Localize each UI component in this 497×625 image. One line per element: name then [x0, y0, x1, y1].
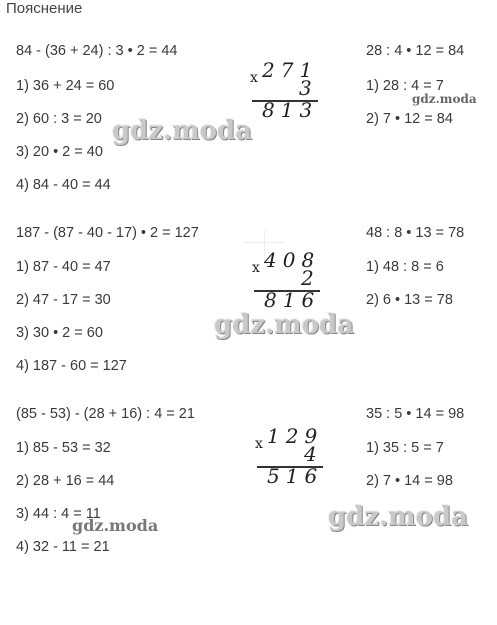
watermark: gdz.moda	[214, 310, 355, 340]
multiply-sign: x	[252, 260, 260, 276]
multiplicand: 129	[267, 424, 324, 448]
multiply-sign: x	[255, 436, 263, 452]
watermark: gdz.moda	[328, 502, 469, 532]
watermark: gdz.moda	[72, 516, 159, 535]
main-expression: (85 - 53) - (28 + 16) : 4 = 21	[16, 406, 195, 422]
multiplicand: 408	[264, 248, 321, 272]
multiplier: 4	[304, 442, 317, 466]
product: 516	[267, 464, 324, 488]
side-step-1: 1) 48 : 8 = 6	[366, 259, 444, 275]
step-1: 1) 36 + 24 = 60	[16, 78, 115, 94]
multiply-sign: x	[250, 70, 258, 86]
side-step-2: 2) 7 • 12 = 84	[366, 111, 453, 127]
step-1: 1) 87 - 40 = 47	[16, 259, 111, 275]
side-step-2: 2) 7 • 14 = 98	[366, 473, 453, 489]
side-expression: 35 : 5 • 14 = 98	[366, 406, 465, 422]
main-expression: 84 - (36 + 24) : 3 • 2 = 44	[16, 43, 178, 59]
step-2: 2) 47 - 17 = 30	[16, 292, 111, 308]
step-3: 3) 44 : 4 = 11	[16, 506, 101, 522]
step-2: 2) 60 : 3 = 20	[16, 111, 102, 127]
column-multiplication	[255, 426, 335, 498]
multiplicand: 271	[262, 58, 319, 82]
step-4: 4) 32 - 11 = 21	[16, 539, 110, 555]
step-2: 2) 28 + 16 = 44	[16, 473, 115, 489]
side-expression: 28 : 4 • 12 = 84	[366, 43, 465, 59]
multiplier: 2	[301, 266, 314, 290]
multiplier: 3	[299, 76, 312, 100]
watermark: gdz.moda	[412, 92, 477, 106]
step-4: 4) 187 - 60 = 127	[16, 358, 127, 374]
step-4: 4) 84 - 40 = 44	[16, 177, 111, 193]
main-expression: 187 - (87 - 40 - 17) • 2 = 127	[16, 225, 199, 241]
product: 816	[264, 288, 321, 312]
column-multiplication	[250, 60, 330, 132]
step-3: 3) 30 • 2 = 60	[16, 325, 103, 341]
step-3: 3) 20 • 2 = 40	[16, 144, 103, 160]
side-step-2: 2) 6 • 13 = 78	[366, 292, 453, 308]
product: 813	[262, 98, 319, 122]
page-heading: Пояснение	[6, 0, 83, 17]
watermark: gdz.moda	[112, 116, 253, 146]
side-step-1: 1) 35 : 5 = 7	[366, 440, 444, 456]
side-expression: 48 : 8 • 13 = 78	[366, 225, 465, 241]
step-1: 1) 85 - 53 = 32	[16, 440, 111, 456]
side-step-1: 1) 28 : 4 = 7	[366, 78, 444, 94]
